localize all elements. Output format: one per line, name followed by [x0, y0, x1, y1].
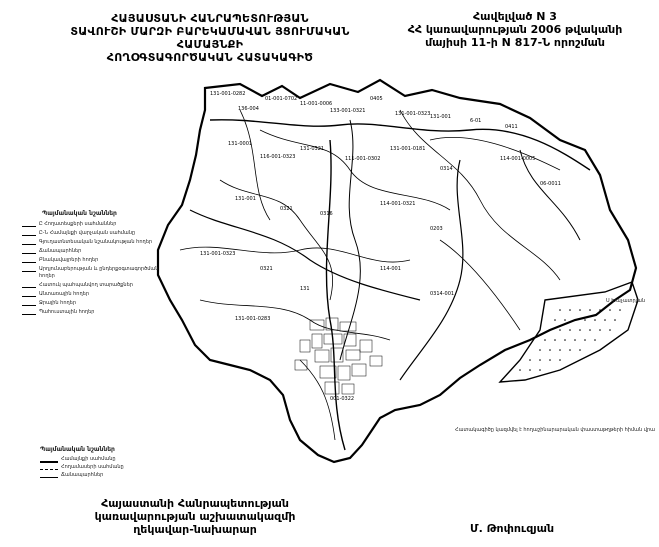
legend-item: [22, 300, 172, 307]
road: [326, 140, 345, 450]
legend-symbol: [22, 239, 36, 245]
legend-label: Ճանապարհներ: [39, 248, 82, 254]
legend-item: [40, 456, 160, 463]
legend-symbol: [40, 464, 58, 470]
legend-symbol: [40, 456, 58, 463]
parcel-label: 0314-001: [430, 291, 455, 297]
legend-symbol: [22, 221, 36, 227]
internal-boundary: [240, 110, 270, 220]
parcel-label: 131-001-0282: [210, 91, 246, 97]
legend-title: Պայմանական նշաններ: [42, 210, 117, 217]
legend-label: Պահուստային հողեր: [39, 309, 95, 315]
parcel-label: 131-001-0283: [235, 316, 271, 322]
reserve-area: [500, 282, 638, 382]
title-line: ՀՈՂՕԳՏԱԳՈՐԾԱԿԱՆ ՀԱՏԱԿԱԳԻԾ: [106, 51, 314, 64]
appendix-line: մայիսի 11-ի N 817-Ն որոշման: [425, 36, 605, 49]
legend-symbol: [22, 266, 36, 272]
signature-line: ղեկավար-նախարար: [133, 523, 257, 536]
title-line: ՏԱՎՈՒՇԻ ՄԱՐԶԻ ԲԱՐԵԿԱՄԱՎԱՆ ՅՑՈՒՄԱԿԱՆ ՀԱՄԱՅՆՔԻ: [70, 25, 350, 51]
legend-label: Բնակավայրերի հողեր: [39, 257, 99, 263]
legend-item: [22, 266, 172, 280]
parcel-label: 06-0011: [540, 181, 561, 187]
signatory-name: Մ. Թոփուզյան: [470, 522, 555, 535]
internal-boundary: [440, 240, 520, 330]
legend-label: Հողամասերի սահմանը: [61, 464, 124, 470]
legend-item: [40, 472, 160, 479]
legend-item: [22, 291, 172, 298]
parcel-label: 114-001: [380, 266, 401, 272]
legend-symbol: [22, 248, 36, 254]
signature-line: Հայաստանի Հանրապետության: [101, 497, 289, 510]
appendix-line: Հավելված N 3: [473, 10, 557, 23]
parcel-label: 131-0001: [228, 141, 253, 147]
road: [520, 150, 580, 240]
legend-label: Համայնքի սահմանը: [61, 456, 116, 462]
bottom-legend: [40, 446, 160, 480]
legend: [22, 210, 172, 318]
parcel-label: 0316: [320, 211, 333, 217]
legend-symbol: [22, 230, 36, 236]
parcel-label: 131-001: [235, 196, 256, 202]
parcel-label: 114-001-0321: [380, 201, 416, 207]
parcel-label: 116-001-0323: [260, 154, 296, 160]
reserve-note: Ս Խաչատրյան: [606, 298, 646, 304]
road: [210, 120, 590, 170]
title-line: ՀԱՅԱՍՏԱՆԻ ՀԱՆՐԱՊԵՏՈՒԹՅԱՆ: [111, 12, 309, 25]
parcel-label: 0314: [440, 166, 453, 172]
compilation-note: Հատակագիծը կազմվել է հողաշինարարական փաստաթղթերի հիման վրա: [455, 427, 655, 433]
legend-symbol: [22, 291, 36, 297]
parcel-label: 131-001: [430, 114, 451, 120]
legend-item: [22, 221, 172, 228]
legend-symbol: [22, 309, 36, 315]
parcel-label: 111-001-0302: [345, 156, 381, 162]
parcel-label: 131: [300, 286, 310, 292]
parcel-label: 0203: [430, 226, 443, 232]
legend-label: Անտառային հողեր: [39, 291, 89, 297]
appendix-note: [390, 10, 640, 49]
legend-symbol: [40, 472, 58, 478]
internal-boundary: [400, 110, 560, 280]
legend-item: [22, 239, 172, 246]
reserve-dots: [519, 309, 621, 371]
legend-label: Ջրային հողեր: [39, 300, 77, 306]
settlement-parcels: [295, 318, 382, 394]
parcel-label: 114-001-0005: [500, 156, 536, 162]
appendix-line: ՀՀ կառավարության 2006 թվականի: [407, 23, 623, 36]
parcel-label: 131-001-0323: [395, 111, 431, 117]
legend-item: [22, 230, 172, 237]
legend-label: Արդյունաբերության և ընդերքօգտագործման հողեր: [39, 266, 159, 279]
bottom-legend-title: Պայմանական նշաններ: [40, 446, 115, 453]
legend-symbol: [22, 257, 36, 263]
parcel-label: 131-0321: [300, 146, 325, 152]
parcel-label: 136-004: [238, 106, 259, 112]
legend-item: [22, 282, 172, 289]
legend-label: Հատուկ պահպանվող տարածքներ: [39, 282, 133, 288]
legend-item: [22, 257, 172, 264]
map-title: [60, 12, 360, 64]
parcel-label: 11-001-0006: [300, 101, 333, 107]
legend-item: [22, 309, 172, 316]
legend-symbol: [22, 300, 36, 306]
legend-label: Ճանապարհներ: [61, 472, 104, 478]
parcel-label: 0411: [505, 124, 518, 130]
signature-line: կառավարության աշխատակազմի: [94, 510, 296, 523]
legend-item: [22, 248, 172, 255]
parcel-label: 131-001-0181: [390, 146, 426, 152]
legend-label: Գյուղատնտեսական նշանակության հողեր: [39, 239, 153, 245]
parcel-label: 0321: [260, 266, 273, 272]
parcel-label: 0405: [370, 96, 383, 102]
legend-item: [40, 464, 160, 471]
legend-label: Ը Հողատեսքերի սահմաններ: [39, 221, 117, 227]
internal-boundary: [260, 130, 450, 210]
legend-label: Ը-Ն Համայնքի վարչական սահմանը: [39, 230, 136, 236]
parcel-label: 131-001-0323: [200, 251, 236, 257]
internal-boundary: [200, 300, 390, 340]
parcel-label: 01-001-0702: [265, 96, 298, 102]
signature-block: [80, 497, 310, 536]
road: [400, 160, 463, 380]
parcel-label: 133-001-0321: [330, 108, 366, 114]
parcel-label: 0321: [280, 206, 293, 212]
parcel-label: 6-01: [470, 118, 482, 124]
parcel-label: 001-0322: [330, 396, 355, 402]
legend-symbol: [22, 282, 36, 288]
